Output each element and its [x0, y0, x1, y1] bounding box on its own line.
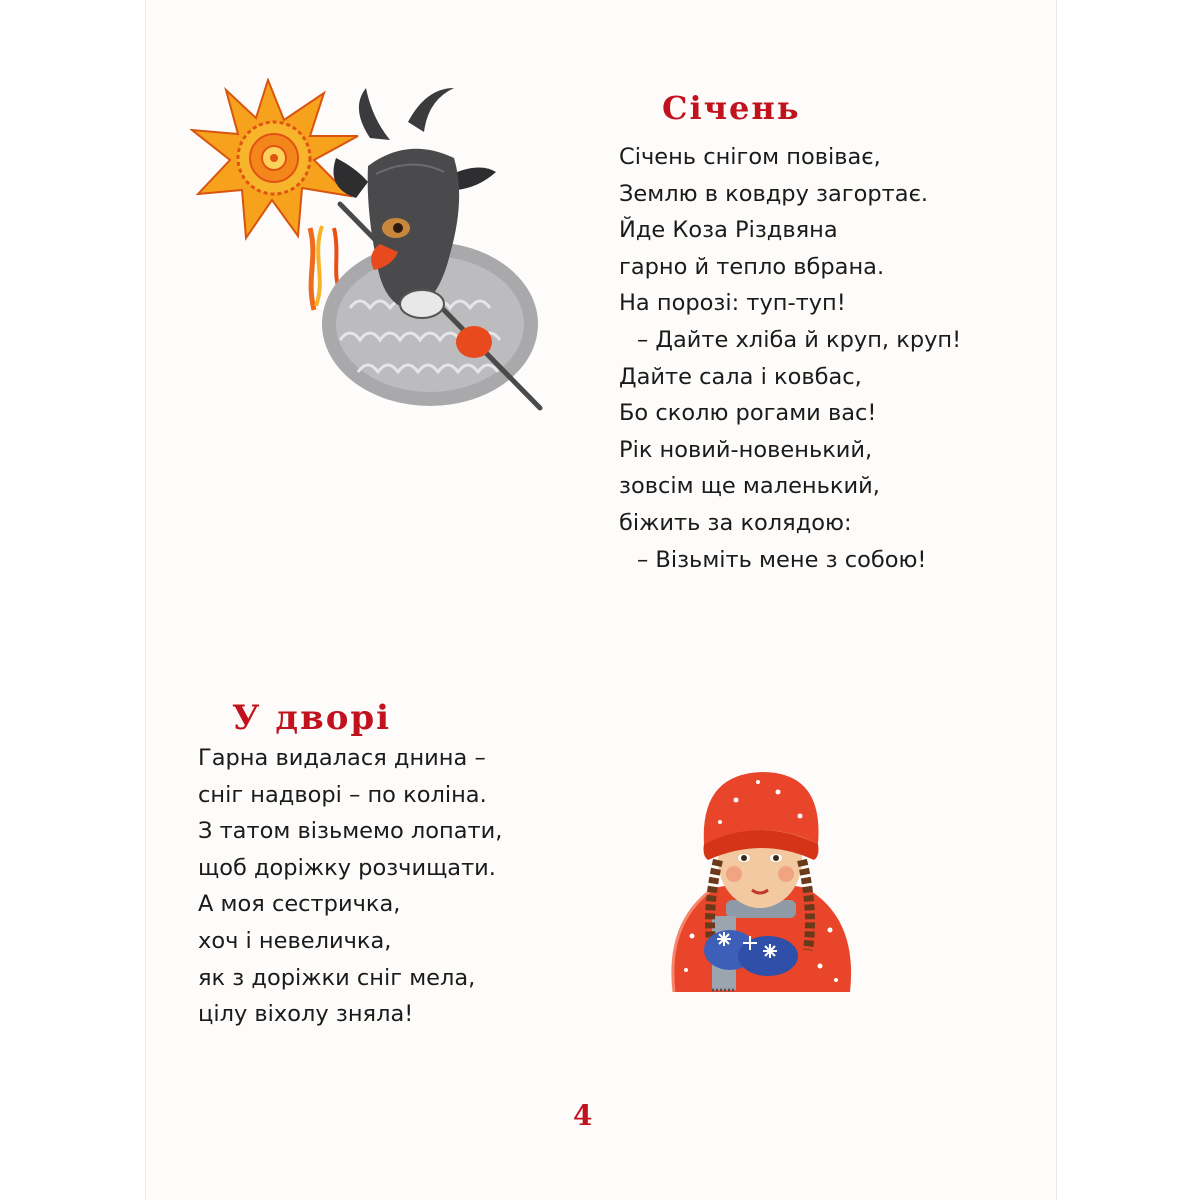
- poem2-line: цілу віхолу зняла!: [198, 1001, 414, 1028]
- poem2-line: щоб доріжку розчищати.: [198, 854, 496, 881]
- poem1-text: [619, 139, 961, 578]
- poem1-line: – Візьміть мене з собою!: [637, 546, 927, 573]
- poem1-title: Січень: [662, 89, 801, 128]
- poem1-line: Землю в ковдру загортає.: [619, 180, 929, 207]
- poem1-line: біжить за колядою:: [619, 509, 852, 536]
- poem2-text: [198, 740, 502, 1033]
- poem2-title: У дворі: [232, 698, 392, 739]
- poem1-line: зовсім ще маленький,: [619, 473, 880, 500]
- girl-with-snowflake-icon: [660, 760, 860, 1000]
- poem1-line: гарно й тепло вбрана.: [619, 253, 885, 280]
- poem1-line: Йде Коза Різдвяна: [619, 217, 838, 244]
- poem1-line: Дайте сала і ковбас,: [619, 363, 862, 390]
- poem2-line: З татом візьмемо лопати,: [198, 818, 503, 845]
- poem2-line: А моя сестричка,: [198, 891, 401, 918]
- poem1-line: Рік новий-новенький,: [619, 436, 873, 463]
- poem2-line: хоч і невеличка,: [198, 927, 392, 954]
- poem1-line: Січень снігом повіває,: [619, 144, 881, 170]
- poem1-line: Бо сколю рогами вас!: [619, 400, 877, 427]
- poem2-line: Гарна видалася днина –: [198, 745, 486, 771]
- poem2-line: як з доріжки сніг мела,: [198, 964, 476, 991]
- poem2-line: сніг надворі – по коліна.: [198, 781, 487, 808]
- page-number: 4: [573, 1099, 593, 1132]
- poem1-line: На порозі: туп-туп!: [619, 290, 846, 317]
- poem1-line: – Дайте хліба й круп, круп!: [637, 326, 962, 353]
- goat-with-star-icon: [190, 78, 550, 418]
- star-icon: [192, 80, 358, 310]
